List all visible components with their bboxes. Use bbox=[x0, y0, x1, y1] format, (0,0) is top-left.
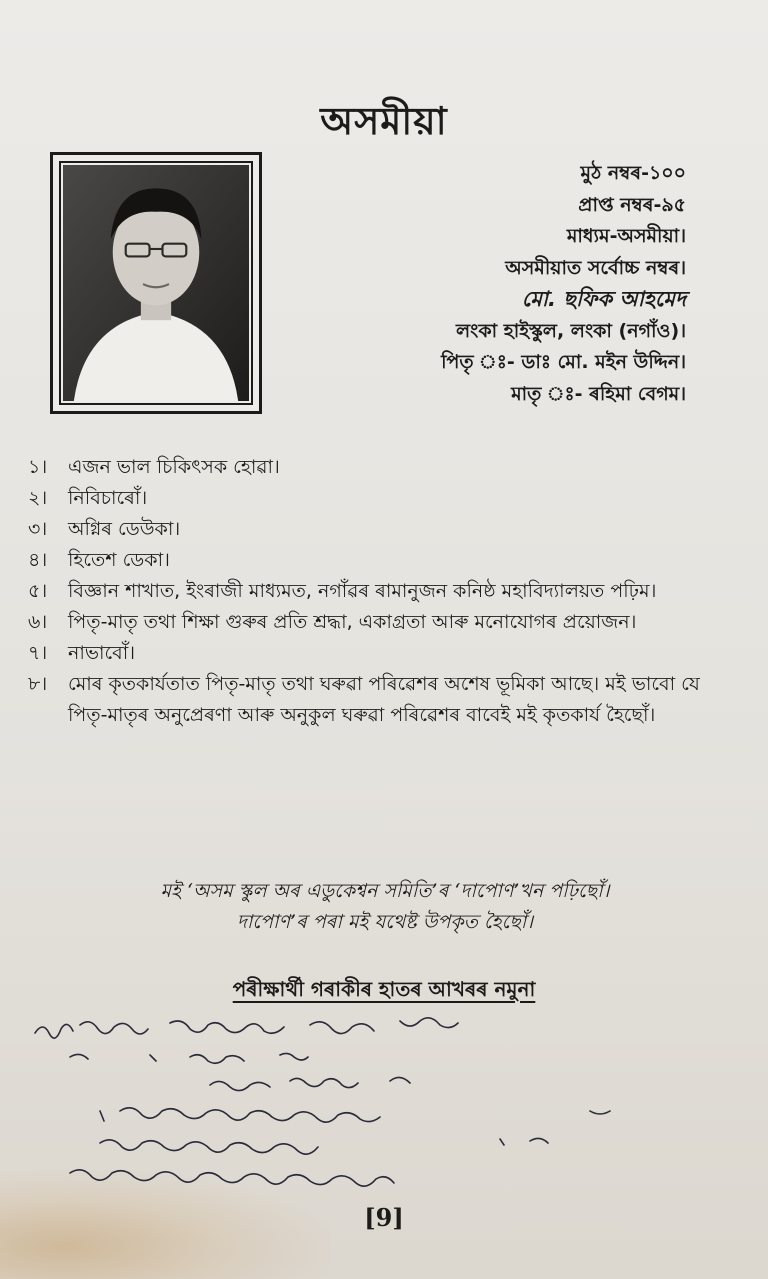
note-line-2: দাপোণ’ৰ পৰা মই যথেষ্ট উপকৃত হৈছোঁ। bbox=[236, 911, 534, 933]
item-text: অগ্নিৰ ডেউকা। bbox=[68, 518, 181, 540]
item-number: ৫। bbox=[28, 580, 48, 602]
item-number: ১। bbox=[28, 456, 48, 478]
dapon-note bbox=[60, 876, 710, 938]
list-item bbox=[28, 452, 718, 483]
item-text: পিতৃ-মাতৃ তথা শিক্ষা গুৰুৰ প্ৰতি শ্ৰদ্ধা, একাগ্ৰতা আৰু মনোযোগৰ প্ৰয়োজন। bbox=[68, 611, 637, 633]
list-item bbox=[28, 669, 718, 731]
answer-list bbox=[28, 452, 718, 731]
item-text: বিজ্ঞান শাখাত, ইংৰাজী মাধ্যমত, নগাঁৱৰ ৰামানুজন কনিষ্ঠ মহাবিদ্যালয়ত পঢ়িম। bbox=[68, 580, 657, 602]
item-number: ৩। bbox=[28, 518, 48, 540]
list-item bbox=[28, 514, 718, 545]
item-text: এজন ভাল চিকিৎসক হোৱা। bbox=[68, 456, 280, 478]
student-info bbox=[441, 158, 686, 410]
list-item bbox=[28, 576, 718, 607]
highest-marks-note: অসমীয়াত সৰ্বোচ্চ নম্বৰ। bbox=[505, 256, 686, 279]
note-line-1: মই ‘অসম স্কুল অৰ এডুকেশ্বন সমিতি’ৰ ‘দাপোণ’খন পঢ়িছোঁ। bbox=[160, 880, 610, 902]
item-text: নিবিচাৰোঁ। bbox=[68, 487, 148, 509]
list-item bbox=[28, 483, 718, 514]
item-text: মোৰ কৃতকাৰ্যতাত পিতৃ-মাতৃ তথা ঘৰুৱা পৰিৱেশৰ অশেষ ভূমিকা আছে। মই ভাবো যে পিতৃ-মাতৃৰ অনুপ্ৰেৰণা আৰু অনুকুল ঘৰুৱা পৰিৱেশৰ বাবেই মই কৃতকাৰ্য হৈছোঁ। bbox=[68, 673, 700, 726]
full-marks: মুঠ নম্বৰ-১০০ bbox=[580, 162, 686, 184]
student-name: মো. ছফিক আহমেদ bbox=[521, 287, 686, 311]
student-photo-frame bbox=[50, 152, 262, 414]
page-title: অসমীয়া bbox=[320, 98, 448, 143]
medium: মাধ্যম-অসমীয়া। bbox=[566, 225, 686, 247]
school-name: লংকা হাইস্কুল, লংকা (নগাঁও)। bbox=[455, 319, 686, 342]
list-item bbox=[28, 545, 718, 576]
item-number: ৭। bbox=[28, 642, 48, 664]
item-number: ৪। bbox=[28, 549, 48, 571]
item-number: ২। bbox=[28, 487, 48, 509]
list-item bbox=[28, 607, 718, 638]
student-portrait-image bbox=[63, 165, 249, 401]
handwriting-sample-heading bbox=[0, 975, 768, 1008]
item-number: ৬। bbox=[28, 611, 48, 633]
page-number: [9] bbox=[364, 1203, 404, 1232]
father-name: পিতৃ ঃ- ডাঃ মো. মইন উদ্দিন। bbox=[441, 351, 686, 373]
item-text: নাভাবোঁ। bbox=[68, 642, 136, 664]
student-photo bbox=[63, 165, 249, 401]
list-item bbox=[28, 638, 718, 669]
item-number: ৮। bbox=[28, 673, 48, 695]
obtained-marks: প্ৰাপ্ত নম্বৰ-৯৫ bbox=[578, 193, 686, 216]
item-text: হিতেশ ডেকা। bbox=[68, 549, 170, 571]
mother-name: মাতৃ ঃ- ৰহিমা বেগম। bbox=[511, 382, 686, 405]
handwriting-sample-title: পৰীক্ষাৰ্থী গৰাকীৰ হাতৰ আখৰৰ নমুনা bbox=[232, 977, 536, 1001]
handwriting-sample-image bbox=[30, 1015, 730, 1195]
